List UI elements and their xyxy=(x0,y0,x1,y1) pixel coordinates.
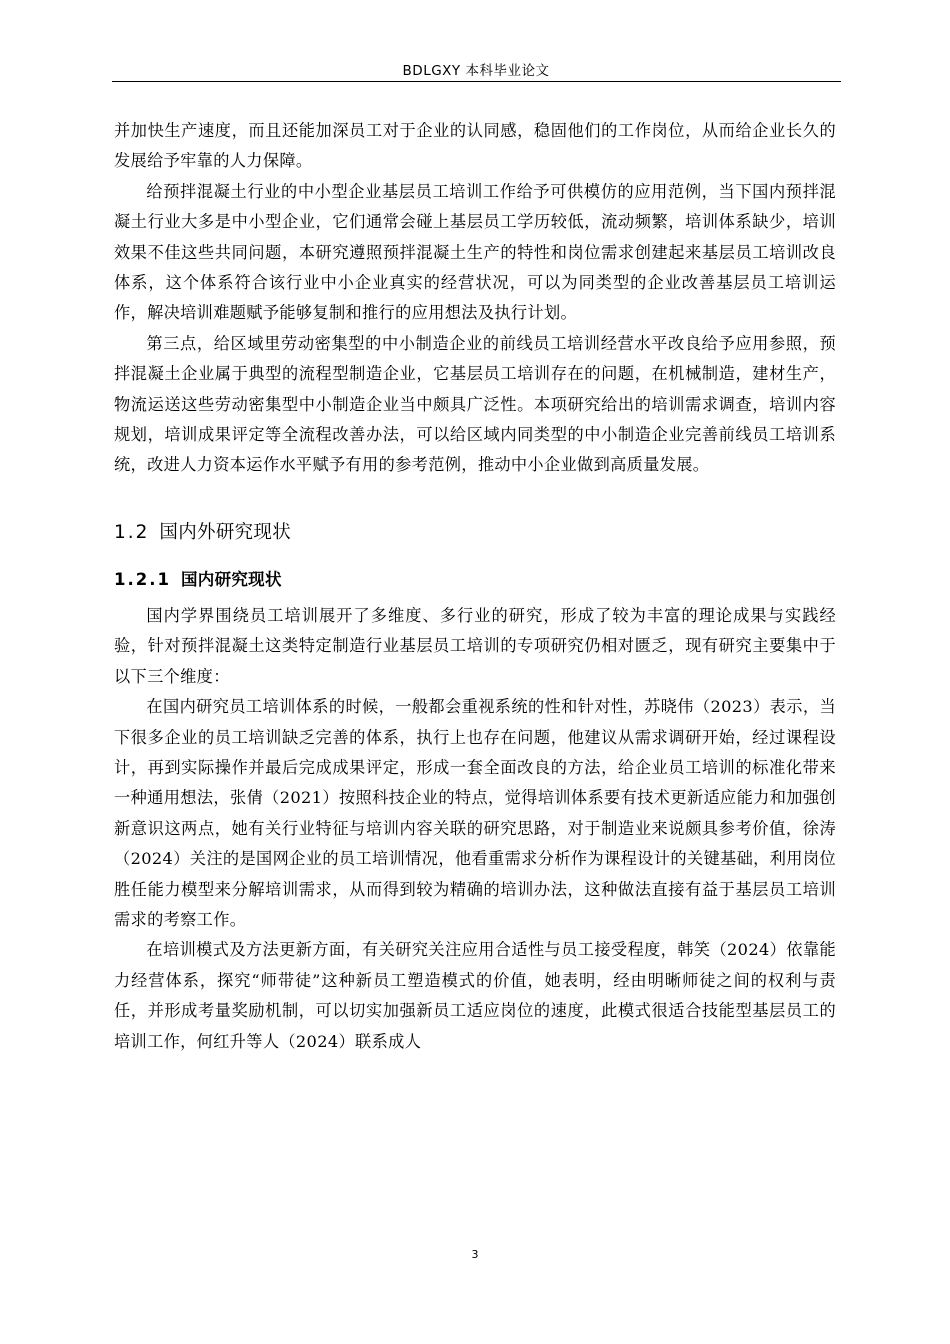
body-paragraph: 并加快生产速度，而且还能加深员工对于企业的认同感，稳固他们的工作岗位，从而给企业长久的发展给予牢靠的人力保障。 xyxy=(114,121,836,171)
page-number: 3 xyxy=(471,1248,479,1261)
body-paragraph: 国内学界围绕员工培训展开了多维度、多行业的研究，形成了较为丰富的理论成果与实践经验，针对预拌混凝土这类特定制造行业基层员工培训的专项研究仍相对匮乏，现有研究主要集中于以下三个维度： xyxy=(114,605,836,686)
body-paragraph: 在培训模式及方法更新方面，有关研究关注应用合适性与员工接受程度，韩笑（2024）依靠能力经营体系，探究“师带徒”这种新员工塑造模式的价值，她表明，经由明晰师徒之间的权利与责任，并形成考量奖励机制，可以切实加强新员工适应岗位的速度，此模式很适合技能型基层员工的培训工作，何红升等人（2024）联系成人 xyxy=(114,940,836,1051)
subsection-heading-1-2-1 xyxy=(114,566,836,594)
section-title: 国内外研究现状 xyxy=(159,521,292,543)
section-heading-1-2 xyxy=(114,518,836,548)
subsection-number: 1.2.1 xyxy=(114,569,171,589)
page-body xyxy=(114,116,836,1057)
header-rule xyxy=(112,81,841,82)
running-header: BDLGXY 本科毕业论文 xyxy=(402,63,550,79)
subsection-title: 国内研究现状 xyxy=(180,569,282,589)
body-paragraph: 第三点，给区域里劳动密集型的中小制造企业的前线员工培训经营水平改良给予应用参照，预拌混凝土企业属于典型的流程型制造企业，它基层员工培训存在的问题，在机械制造，建材生产，物流运送这些劳动密集型中小制造企业当中颇具广泛性。本项研究给出的培训需求调查，培训内容规划，培训成果评定等全流程改善办法，可以给区域内同类型的中小制造企业完善前线员工培训系统，改进人力资本运作水平赋予有用的参考范例，推动中小企业做到高质量发展。 xyxy=(114,333,836,475)
section-number: 1.2 xyxy=(114,521,150,543)
body-paragraph: 在国内研究员工培训体系的时候，一般都会重视系统的性和针对性，苏晓伟（2023）表示，当下很多企业的员工培训缺乏完善的体系，执行上也存在问题，他建议从需求调研开始，经过课程设计，再到实际操作并最后完成成果评定，形成一套全面改良的方法，给企业员工培训的标准化带来一种通用想法，张倩（2021）按照科技企业的特点，觉得培训体系要有技术更新适应能力和加强创新意识这两点，她有关行业特征与培训内容关联的研究思路，对于制造业来说颇具参考价值，徐涛（2024）关注的是国网企业的员工培训情况，他看重需求分析作为课程设计的关键基础，利用岗位胜任能力模型来分解培训需求，从而得到较为精确的培训办法，这种做法直接有益于基层员工培训需求的考察工作。 xyxy=(114,697,836,929)
body-paragraph: 给预拌混凝土行业的中小型企业基层员工培训工作给予可供模仿的应用范例，当下国内预拌混凝土行业大多是中小型企业，它们通常会碰上基层员工学历较低，流动频繁，培训体系缺少，培训效果不佳这些共同问题，本研究遵照预拌混凝土生产的特性和岗位需求创建起来基层员工培训改良体系，这个体系符合该行业中小企业真实的经营状况，可以为同类型的企业改善基层员工培训运作，解决培训难题赋予能够复制和推行的应用想法及执行计划。 xyxy=(114,181,836,323)
